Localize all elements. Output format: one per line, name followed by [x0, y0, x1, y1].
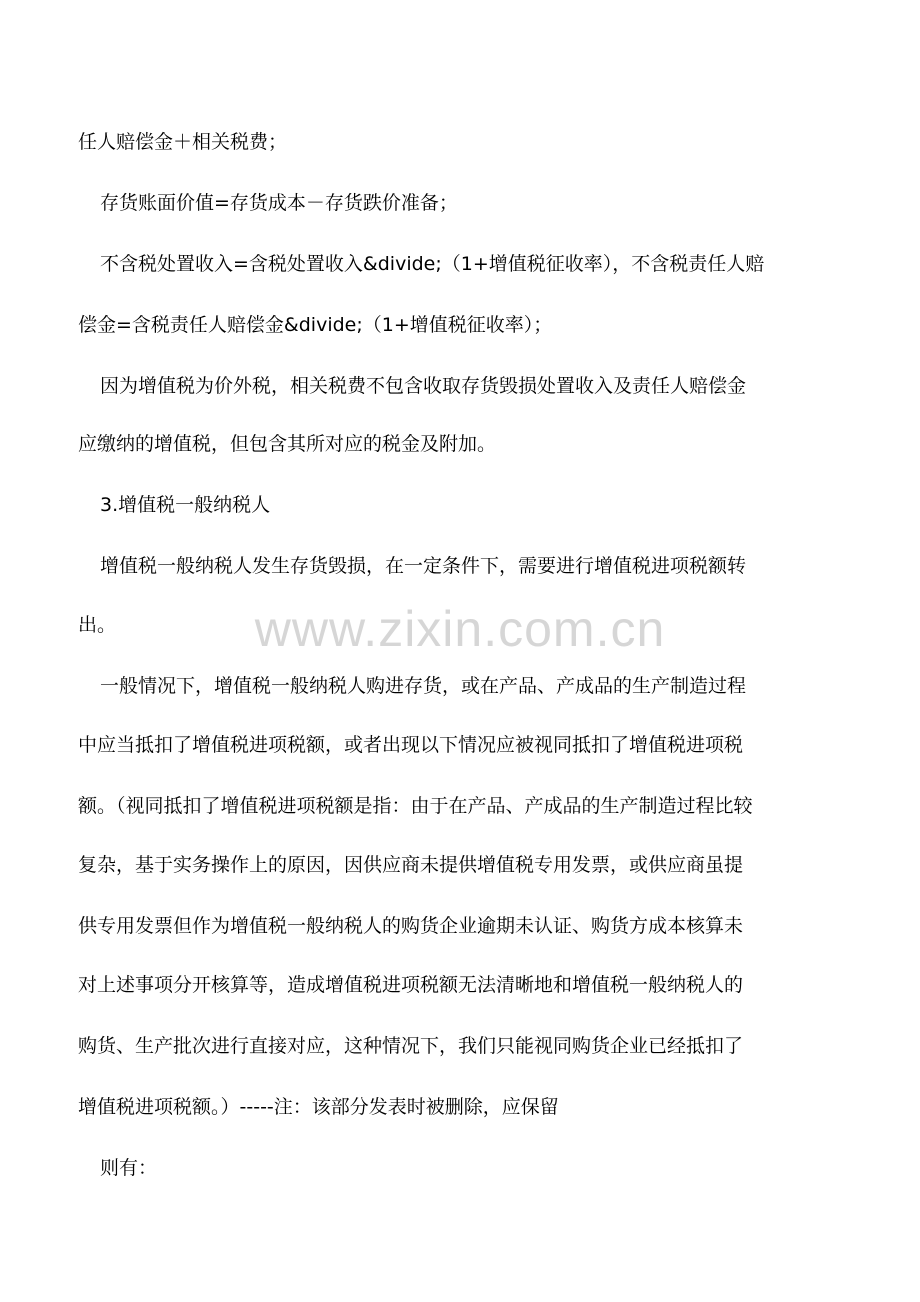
watermark: www.zixin.com.cn	[254, 601, 666, 657]
section-heading: 3.增值税一般纳税人	[100, 494, 271, 516]
text-line: 对上述事项分开核算等，造成增值税进项税额无法清晰地和增值税一般纳税人的	[78, 974, 744, 996]
text-line: 增值税进项税额。）-----注：该部分发表时被删除，应保留	[78, 1096, 559, 1118]
text-line: 出。	[78, 614, 117, 636]
text-line: 存货账面价值=存货成本－存货跌价准备；	[100, 192, 458, 214]
text-line: 中应当抵扣了增值税进项税额，或者出现以下情况应被视同抵扣了增值税进项税	[78, 734, 744, 756]
text-line: 偿金=含税责任人赔偿金&divide;（1+增值税征收率）；	[78, 314, 553, 336]
text-line: 供专用发票但作为增值税一般纳税人的购货企业逾期未认证、购货方成本核算未	[78, 915, 744, 937]
text-line: 应缴纳的增值税，但包含其所对应的税金及附加。	[78, 433, 497, 455]
text-line: 因为增值税为价外税，相关税费不包含收取存货毁损处置收入及责任人赔偿金	[100, 375, 747, 397]
text-line: 额。（视同抵扣了增值税进项税额是指：由于在产品、产成品的生产制造过程比较	[78, 795, 753, 817]
text-line: 任人赔偿金＋相关税费；	[78, 131, 288, 153]
text-line: 复杂，基于实务操作上的原因，因供应商未提供增值税专用发票，或供应商虽提	[78, 854, 744, 876]
text-line: 购货、生产批次进行直接对应，这种情况下，我们只能视同购货企业已经抵扣了	[78, 1035, 744, 1057]
text-line: 不含税处置收入=含税处置收入&divide;（1+增值税征收率），不含税责任人赔	[100, 253, 765, 275]
text-line: 增值税一般纳税人发生存货毁损，在一定条件下，需要进行增值税进项税额转	[100, 555, 747, 577]
text-line: 则有：	[100, 1157, 158, 1179]
text-line: 一般情况下，增值税一般纳税人购进存货，或在产品、产成品的生产制造过程	[100, 675, 747, 697]
